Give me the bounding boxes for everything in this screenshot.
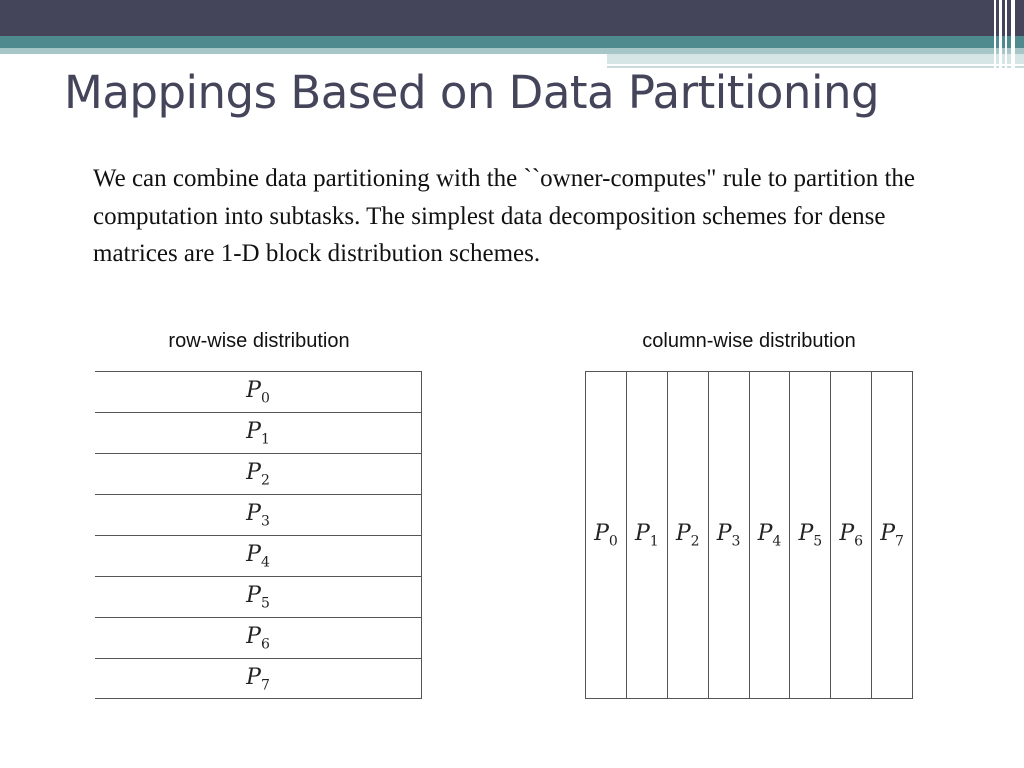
column-block: [709, 372, 750, 698]
row-block: [95, 454, 421, 495]
row-wise-distribution-diagram: [95, 371, 422, 699]
header-dark-band: [0, 0, 1024, 36]
slide-body-text: We can combine data partitioning with the ``owner-computes" rule to partition the computation into subtasks. The simplest data decomposition schemes for dense matrices are 1-D block distribution schemes.: [93, 165, 916, 268]
processor-label: $P_4$: [246, 541, 270, 571]
row-block: [95, 618, 421, 659]
processor-label: $P_3$: [716, 520, 741, 550]
column-block: [627, 372, 668, 698]
processor-label: $P_7$: [880, 520, 904, 550]
processor-label: $P_1$: [246, 418, 270, 448]
processor-label: $P_7$: [246, 665, 270, 694]
header-teal-band: [0, 36, 1024, 48]
row-block: [95, 536, 421, 577]
header-decoration: [990, 0, 1024, 68]
processor-label: $P_0$: [594, 520, 618, 550]
row-block: [95, 659, 421, 700]
column-block: [872, 372, 912, 698]
processor-label: $P_2$: [675, 520, 700, 550]
row-block: [95, 413, 421, 454]
row-block: [95, 372, 421, 413]
processor-label: $P_0$: [246, 377, 270, 407]
column-block: [790, 372, 831, 698]
slide-title: Mappings Based on Data Partitioning: [64, 66, 880, 119]
row-wise-label: row-wise distribution: [168, 330, 350, 352]
processor-label: $P_3$: [246, 500, 270, 530]
column-wise-label: column-wise distribution: [642, 330, 856, 352]
processor-label: $P_4$: [757, 520, 782, 550]
processor-label: $P_6$: [839, 520, 864, 550]
column-block: [831, 372, 872, 698]
row-block: [95, 495, 421, 536]
processor-label: $P_2$: [246, 459, 270, 489]
processor-label: $P_6$: [246, 623, 270, 653]
column-block: [668, 372, 709, 698]
column-block: [586, 372, 627, 698]
processor-label: $P_1$: [634, 520, 659, 550]
processor-label: $P_5$: [798, 520, 823, 550]
header-accent-band: [607, 54, 1024, 64]
row-block: [95, 577, 421, 618]
column-wise-distribution-diagram: [585, 371, 913, 699]
column-block: [750, 372, 791, 698]
processor-label: $P_5$: [246, 582, 270, 612]
